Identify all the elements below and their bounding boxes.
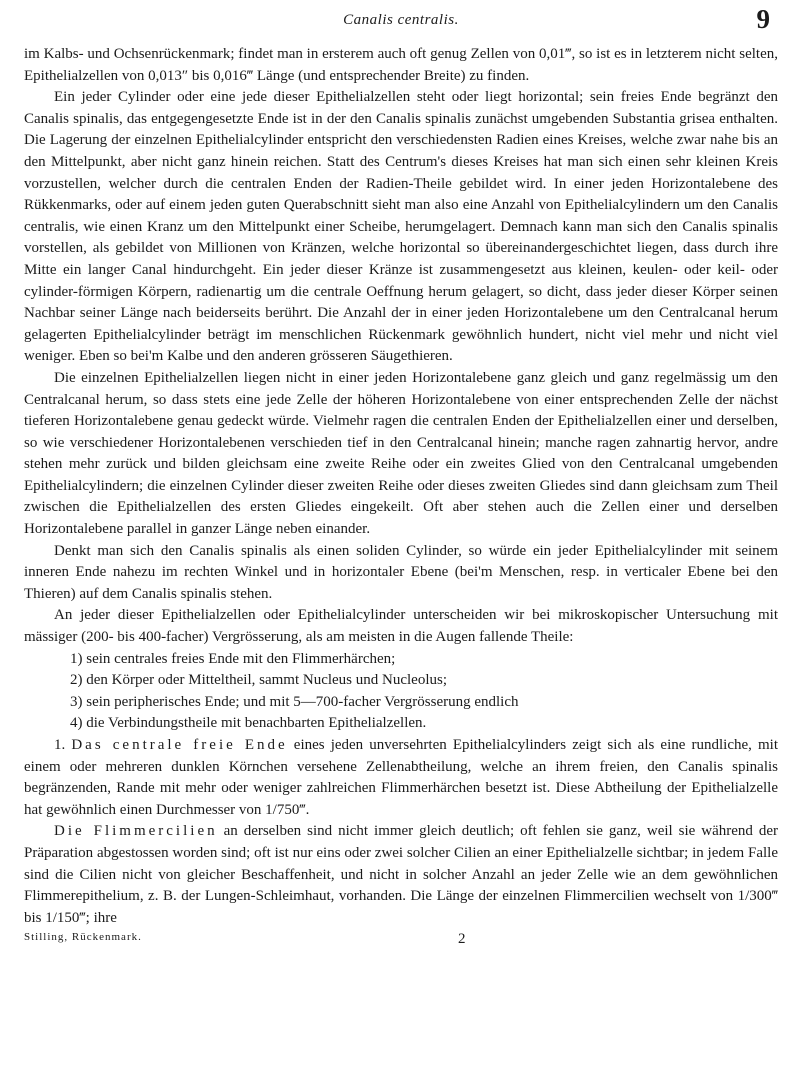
section-text: eines jeden unversehrten Epithelialcylinders zeigt sich als eine rundliche, mit einem oder mehreren dunklen Körnchen versehene Zellenabtheilung, welche an ihrem freien, den Canalis spinalis begränzenden, Rande mit mehr oder weniger zahlreichen Flimmerhärchen besetzt ist. Diese Abtheilung der Epithelialzelle hat gewöhnlich einen Durchmesser von 1/750‴. [24,737,778,818]
paragraph: im Kalbs- und Ochsenrückenmark; findet man in ersterem auch oft genug Zellen von 0,01‴, so ist es in letzterem nicht selten, Epithelialzellen von 0,013″ bis 0,016‴ Länge (und entsprechender Breite) zu finden. [24,46,778,84]
page-number: 9 [756,4,770,34]
running-title: Canalis centralis. [343,12,459,28]
paragraph: Denkt man sich den Canalis spinalis als einen soliden Cylinder, so würde ein jeder Epithelialcylinder mit seinem inneren Ende nahezu im rechten Winkel und in horizontaler Ebene (bei'm Menschen, resp. in verticaler Ebene bei den Thieren) auf dem Canalis spinalis stehen. [24,542,778,602]
list-item: 3) sein peripherisches Ende; und mit 5—700-facher Vergrösserung endlich [70,693,519,710]
section-paragraph [24,735,778,821]
list-item: 4) die Verbindungstheile mit benachbarten Epithelialzellen. [70,715,427,732]
page-footer [24,931,778,953]
signature-mark: 2 [458,931,466,948]
list-item: 2) den Körper oder Mitteltheil, sammt Nucleus und Nucleolus; [70,672,447,689]
signature-line: Stilling, Rückenmark. [24,931,142,944]
section-paragraph [24,821,778,929]
parts-list [24,649,778,735]
section-number: 1. [54,737,66,753]
page-header [24,0,778,44]
paragraph: Die einzelnen Epithelialzellen liegen nicht in einer jeden Horizontalebene ganz gleich und ganz regelmässig um den Centralcanal herum, so dass stets eine jede Zelle der höheren Horizontalebene von einer entsprechenden Zelle der nächst tieferen Horizontalebene genau gedeckt würde. Vielmehr ragen die centralen Enden der Epithelialzellen einer und derselben, so wie verschiedener Horizontalebenen verschieden tief in den Centralcanal hinein; manche ragen zahnartig hervor, andre stehen mehr zurück und bilden gleichsam eine zweite Reihe oder ein zweites Glied von den Centralcanal umgebenden Epithelialcylindern; die einzelnen Cylinder dieser zweiten Reihe oder dieses zweiten Gliedes sind dann gleichsam zum Theil zwischen die Epithelialzellen des ersten Gliedes eingekeilt. Oft aber stehen auch die Zellen einer und derselben Horizontalebene parallel in ganzer Länge neben einander. [24,369,778,538]
list-item: 1) sein centrales freies Ende mit den Flimmerhärchen; [70,650,396,667]
paragraph: An jeder dieser Epithelialzellen oder Epithelialcylinder unterscheiden wir bei mikroskopischer Untersuchung mit mässiger (200- bis 400-facher) Vergrösserung, als am meisten in die Augen fallende Theile: [24,607,778,646]
body-text [24,44,778,929]
section-heading: Das centrale freie Ende [71,737,288,753]
section-text: an derselben sind nicht immer gleich deutlich; oft fehlen sie ganz, weil sie während der Präparation abgestossen worden sind; oft ist nur eins oder zwei solcher Cilien an einer Epithelialzelle sichtbar; in jedem Falle sind die Cilien nicht von gleicher Beschaffenheit, und nicht in solcher Anzahl an jeder Zelle wie an dem gewöhnlichen Flimmerepithelium, z. B. der Lungen-Schleimhaut, vorhanden. Die Länge der einzelnen Flimmercilien wechselt von 1/300‴ bis 1/150‴; ihre [24,823,779,926]
section-heading: Die Flimmercilien [54,823,218,840]
paragraph: Ein jeder Cylinder oder eine jede dieser Epithelialzellen steht oder liegt horizontal; sein freies Ende begränzt den Canalis spinalis, das entgegengesetzte Ende ist in der den Canalis spinalis zunächst umgebenden Substantia grisea enthalten. Die Lagerung der einzelnen Epithelialcylinder entspricht den verschiedensten Radien eines Kreises, welche zwar nahe bis an den Mittelpunkt, aber nicht ganz hinein reichen. Statt des Centrum's dieses Kreises hat man sich einen sehr kleinen Kreis vorzustellen, welcher durch die centralen Enden der Radien-Theile gebildet wird. In einer jeden Horizontalebene des Rükkenmarks, oder auf einem jeden guten Querabschnitt sieht man also eine Anzahl von Epithelialcylindern um den Canalis centralis, wie einen Kranz um den Mittelpunkt einer Scheibe, herumgelagert. Demnach kann man sich den Canalis spinalis vorstellen, als gebildet von Millionen von Kränzen, welche horizontal so übereinandergeschichtet liegen, dass durch ihre Mitte ein langer Canal hindurchgeht. Ein jeder dieser Kränze ist zusammengesetzt aus kleinen, keulen- oder keil- oder cylinder-förmigen Körpern, radienartig um die centrale Oeffnung herum gelagert, so dicht, dass jeder dieser Körper seinen Nachbar seiner Länge nach beiderseits berührt. Die Anzahl der in einer jeden Horizontalebene um den Centralcanal herum gelagerten Epithelialcylinder beträgt im menschlichen Rückenmark gewöhnlich hundert, nicht viel mehr und nicht viel weniger. Eben so bei'm Kalbe und den anderen grösseren Säugethieren. [24,89,778,365]
